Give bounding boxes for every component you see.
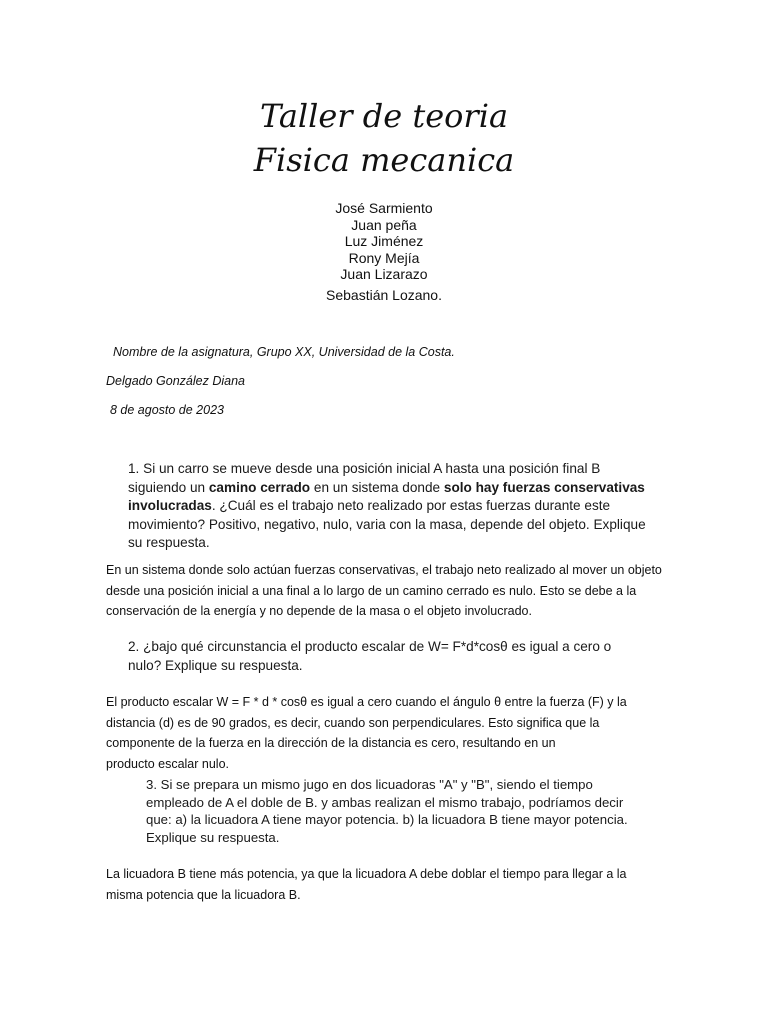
question-number: 3. <box>146 777 157 792</box>
author-name: José Sarmiento <box>335 200 433 216</box>
question-text: ¿bajo qué circunstancia el producto escalar de W= F*d*cosθ es igual a cero o nulo? Explique su respuesta. <box>128 639 612 673</box>
answer-line: El producto escalar W = F * d * cosθ es igual a cero cuando el ángulo θ entre la fuerza (F) y la <box>106 695 627 709</box>
question-text: . ¿Cuál es el trabajo neto realizado por estas fuerzas durante este movimiento? Positivo, negativo, nulo, varia con la masa, depende del objeto. Explique su respuesta. <box>128 498 646 550</box>
teacher-name: Delgado González Diana <box>106 374 245 388</box>
author-name: Rony Mejía <box>348 249 420 266</box>
question-text: en un sistema donde <box>310 479 444 495</box>
course-info: Nombre de la asignatura, Grupo XX, Universidad de la Costa. <box>113 345 455 359</box>
answer-line: componente de la fuerza en la dirección de la distancia es cero, resultando en un <box>106 736 556 750</box>
question-3 <box>146 776 648 846</box>
author-name: Juan Lizarazo <box>340 266 428 282</box>
answer-line: producto escalar nulo. <box>106 756 229 771</box>
question-emphasis: solo hay fuerzas conservativas involucradas <box>128 479 645 513</box>
title-line-1: Taller de teoria <box>259 97 509 135</box>
author-name: Sebastián Lozano. <box>326 286 442 303</box>
question-number: 2. <box>128 639 140 654</box>
question-2 <box>128 638 648 675</box>
question-emphasis: camino cerrado <box>208 479 311 495</box>
question-text: Si un carro se mueve desde una posición inicial A hasta una posición final B siguiendo un <box>128 461 601 495</box>
answer-1: En un sistema donde solo actúan fuerzas conservativas, el trabajo neto realizado al mover un objeto desde una posición inicial a una final a lo largo de un camino cerrado es nulo. Esto se debe a la conservación de la energía y no depende de la masa o el objeto involucrado. <box>106 563 662 618</box>
author-name: Juan peña <box>351 216 417 233</box>
answer-line: distancia (d) es de 90 grados, es decir, cuando son perpendiculares. Esto significa que la <box>106 715 600 730</box>
answer-2 <box>106 692 676 774</box>
title-line-2: Fisica mecanica <box>253 141 515 179</box>
authors-list <box>0 200 768 303</box>
question-1 <box>128 460 648 553</box>
author-name: Luz Jiménez <box>344 233 424 249</box>
document-date: 8 de agosto de 2023 <box>110 403 224 417</box>
question-text: Si se prepara un mismo jugo en dos licuadoras "A" y "B", siendo el tiempo empleado de A el doble de B. y ambas realizan el mismo trabajo, podríamos decir que: a) la licuadora A tiene mayor potencia. b) la licuadora B tiene mayor potencia. Explique su respuesta. <box>146 777 628 845</box>
answer-3: La licuadora B tiene más potencia, ya que la licuadora A debe doblar el tiempo para llegar a la misma potencia que la licuadora B. <box>106 867 627 902</box>
question-number: 1. <box>128 461 140 476</box>
